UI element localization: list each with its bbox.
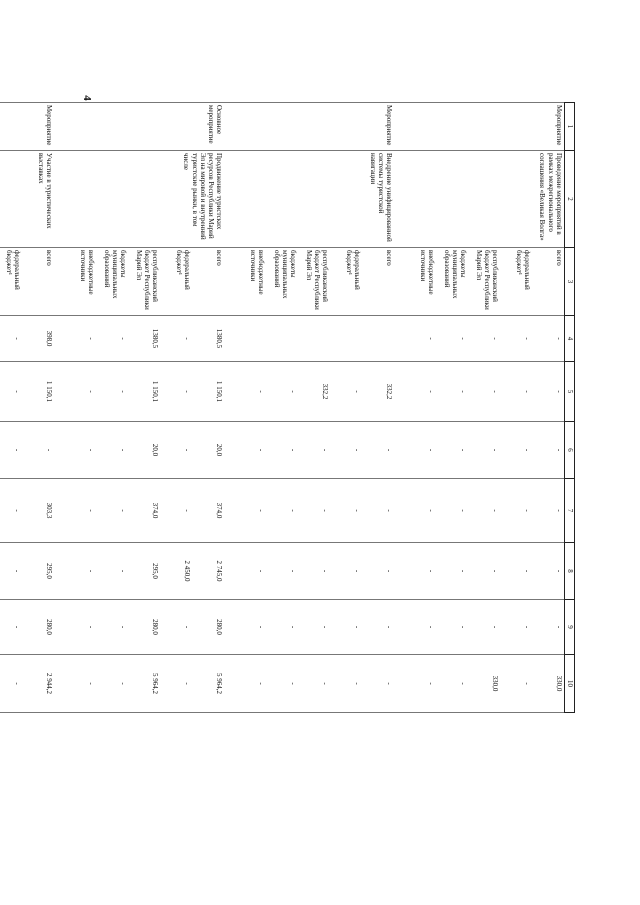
budget-table xyxy=(0,102,575,903)
cell-value: - xyxy=(405,479,437,543)
col-header-9: 9 xyxy=(565,600,575,655)
cell-value: - xyxy=(331,362,363,422)
table-row xyxy=(363,103,395,903)
funding-source: бюджеты муниципальных образований xyxy=(267,248,299,316)
cell-value: - xyxy=(469,362,501,422)
cell-value: - xyxy=(437,655,469,713)
cell-value: - xyxy=(235,479,267,543)
cell-value: - xyxy=(331,479,363,543)
row-type: Мероприятие xyxy=(0,103,55,151)
cell-value: - xyxy=(533,600,565,655)
row-gap xyxy=(225,103,235,903)
cell-value: 2 745,0 xyxy=(193,543,225,600)
cell-value: - xyxy=(0,422,23,479)
cell-value: - xyxy=(0,479,23,543)
cell-value: - xyxy=(23,422,55,479)
col-header-2: 2 xyxy=(565,151,575,248)
funding-source: федеральный бюджет¹ xyxy=(331,248,363,316)
cell-value: - xyxy=(97,543,129,600)
funding-source: федеральный бюджет¹ xyxy=(501,248,533,316)
cell-value: - xyxy=(469,543,501,600)
cell-value: 280,0 xyxy=(23,600,55,655)
cell-value: 332,2 xyxy=(363,362,395,422)
cell-value: 295,0 xyxy=(129,543,161,600)
table-row xyxy=(193,103,225,903)
cell-value: - xyxy=(65,362,97,422)
cell-value: - xyxy=(97,316,129,362)
cell-value: - xyxy=(235,543,267,600)
cell-value: 5 964,2 xyxy=(193,655,225,713)
cell-value: 374,0 xyxy=(193,479,225,543)
cell-value: - xyxy=(97,362,129,422)
col-header-4: 4 xyxy=(565,316,575,362)
cell-value: - xyxy=(65,316,97,362)
cell-value: - xyxy=(161,362,193,422)
cell-value xyxy=(235,316,267,362)
cell-value: 1380,5 xyxy=(129,316,161,362)
cell-value: - xyxy=(363,543,395,600)
funding-source: республиканский бюджет Республики Марий Эл xyxy=(299,248,331,316)
cell-value: - xyxy=(299,479,331,543)
cell-value: 330,0 xyxy=(533,655,565,713)
row-name: Участие в туристических выставках xyxy=(0,151,55,248)
cell-value: - xyxy=(161,600,193,655)
cell-value: - xyxy=(65,543,97,600)
cell-value: 20,0 xyxy=(129,422,161,479)
cell-value: - xyxy=(437,316,469,362)
funding-source: всего xyxy=(533,248,565,316)
col-header-6: 6 xyxy=(565,422,575,479)
row-gap xyxy=(395,103,405,903)
cell-value: 398,0 xyxy=(23,316,55,362)
cell-value: - xyxy=(235,362,267,422)
cell-value: - xyxy=(0,600,23,655)
cell-value: - xyxy=(0,316,23,362)
cell-value: - xyxy=(267,655,299,713)
cell-value: - xyxy=(331,422,363,479)
col-header-10: 10 xyxy=(565,655,575,713)
cell-value: - xyxy=(267,543,299,600)
row-name: Внедрение унифицированной системы туристской навигации xyxy=(235,151,395,248)
blank-header xyxy=(565,713,575,903)
cell-value: - xyxy=(501,600,533,655)
funding-source: внебюджетные источники xyxy=(235,248,267,316)
cell-value: - xyxy=(533,362,565,422)
funding-source: бюджеты муниципальных образований xyxy=(437,248,469,316)
cell-value: - xyxy=(299,543,331,600)
col-header-3: 3 xyxy=(565,248,575,316)
cell-value: 1380,5 xyxy=(193,316,225,362)
col-header-7: 7 xyxy=(565,479,575,543)
col-header-5: 5 xyxy=(565,362,575,422)
funding-source: всего xyxy=(363,248,395,316)
cell-value: 374,0 xyxy=(129,479,161,543)
page-number: 4 xyxy=(80,95,93,101)
cell-value: - xyxy=(363,655,395,713)
cell-value xyxy=(299,316,331,362)
cell-value: - xyxy=(97,422,129,479)
cell-value: - xyxy=(0,543,23,600)
cell-value: - xyxy=(363,422,395,479)
funding-source: республиканский бюджет Республики Марий Эл xyxy=(469,248,501,316)
col-header-8: 8 xyxy=(565,543,575,600)
cell-value: - xyxy=(267,422,299,479)
cell-value: - xyxy=(501,422,533,479)
row-name: Проведение мероприятий в рамках межрегионального соглашения «Великая Волга» xyxy=(405,151,565,248)
cell-value xyxy=(267,316,299,362)
cell-value: - xyxy=(405,362,437,422)
funding-source: республиканский бюджет Республики Марий Эл xyxy=(129,248,161,316)
cell-value: 303,3 xyxy=(23,479,55,543)
cell-value: - xyxy=(533,543,565,600)
cell-value: - xyxy=(97,600,129,655)
cell-value: - xyxy=(161,422,193,479)
cell-value: - xyxy=(299,422,331,479)
cell-value: - xyxy=(533,479,565,543)
cell-value: - xyxy=(533,422,565,479)
cell-value: 330,0 xyxy=(469,655,501,713)
cell-value: 1 150,1 xyxy=(193,362,225,422)
cell-value: - xyxy=(469,422,501,479)
cell-value: - xyxy=(267,479,299,543)
cell-value: - xyxy=(437,362,469,422)
funding-source: внебюджетные источники xyxy=(65,248,97,316)
cell-value: - xyxy=(405,655,437,713)
cell-value: - xyxy=(437,479,469,543)
cell-value: - xyxy=(405,316,437,362)
cell-value: - xyxy=(533,316,565,362)
cell-value: 5 964,2 xyxy=(129,655,161,713)
cell-value: - xyxy=(267,362,299,422)
cell-value: - xyxy=(65,479,97,543)
cell-value: - xyxy=(501,362,533,422)
cell-value: 280,0 xyxy=(193,600,225,655)
funding-source: всего xyxy=(23,248,55,316)
cell-value: - xyxy=(235,655,267,713)
funding-source: федеральный бюджет¹ xyxy=(161,248,193,316)
cell-value: - xyxy=(331,600,363,655)
col-header-1: 1 xyxy=(565,103,575,151)
cell-value: 280,0 xyxy=(129,600,161,655)
cell-value: - xyxy=(405,543,437,600)
cell-value: - xyxy=(469,600,501,655)
cell-value: 2 450,0 xyxy=(161,543,193,600)
cell-value: - xyxy=(437,422,469,479)
row-type: Основное мероприятие xyxy=(65,103,225,151)
table-row xyxy=(23,103,55,903)
cell-value: - xyxy=(161,479,193,543)
cell-value: - xyxy=(299,600,331,655)
cell-value: - xyxy=(299,655,331,713)
funding-source: всего xyxy=(193,248,225,316)
funding-source: внебюджетные источники xyxy=(405,248,437,316)
cell-value: - xyxy=(65,422,97,479)
cell-value: - xyxy=(161,316,193,362)
row-name: Продвижение туристских ресурсов Республики Марий Эл на мировой и внутренний туристские рынки, в том числе xyxy=(65,151,225,248)
cell-value: - xyxy=(65,600,97,655)
cell-value: - xyxy=(363,600,395,655)
cell-value: - xyxy=(97,479,129,543)
cell-value: 20,0 xyxy=(193,422,225,479)
cell-value: - xyxy=(235,422,267,479)
cell-value: - xyxy=(469,479,501,543)
cell-value: - xyxy=(97,655,129,713)
funding-source: бюджеты муниципальных образований xyxy=(97,248,129,316)
cell-value: - xyxy=(331,655,363,713)
funding-source: федеральный бюджет¹ xyxy=(0,248,23,316)
cell-value xyxy=(331,316,363,362)
cell-value: - xyxy=(65,655,97,713)
cell-value: - xyxy=(0,362,23,422)
cell-value: 1 150,1 xyxy=(23,362,55,422)
row-type: Мероприятие xyxy=(235,103,395,151)
cell-value: 332,2 xyxy=(299,362,331,422)
row-type: Мероприятие xyxy=(405,103,565,151)
cell-value: - xyxy=(501,316,533,362)
cell-value: - xyxy=(437,600,469,655)
cell-value: - xyxy=(405,600,437,655)
cell-value: 1 150,1 xyxy=(129,362,161,422)
cell-value: - xyxy=(501,479,533,543)
cell-value: - xyxy=(501,543,533,600)
cell-value xyxy=(363,316,395,362)
cell-value: - xyxy=(469,316,501,362)
cell-value: - xyxy=(405,422,437,479)
cell-value: 2 944,2 xyxy=(23,655,55,713)
cell-value: - xyxy=(501,655,533,713)
cell-value: - xyxy=(267,600,299,655)
cell-value: - xyxy=(0,655,23,713)
table-row xyxy=(533,103,565,903)
row-gap xyxy=(55,103,65,903)
cell-value: - xyxy=(363,479,395,543)
cell-value: 295,0 xyxy=(23,543,55,600)
cell-value: - xyxy=(437,543,469,600)
column-number-row xyxy=(565,103,575,903)
cell-value: - xyxy=(235,600,267,655)
cell-value: - xyxy=(331,543,363,600)
cell-value: - xyxy=(161,655,193,713)
rotated-table-container xyxy=(5,102,575,902)
